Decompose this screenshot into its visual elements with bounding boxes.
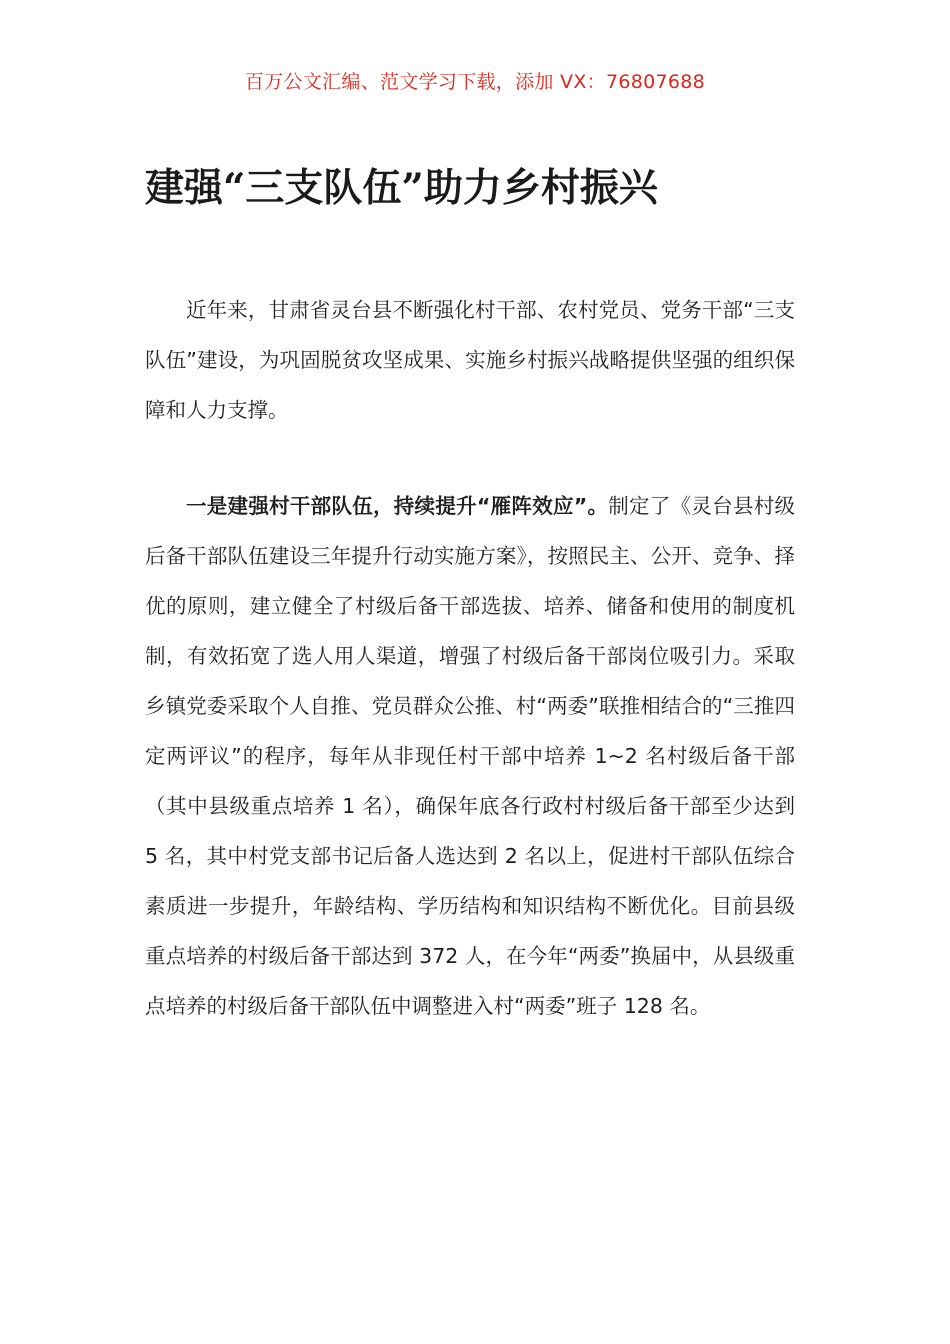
paragraph-1 xyxy=(145,285,795,435)
paragraph-2 xyxy=(145,481,795,1031)
body-paragraph-intro xyxy=(145,285,795,435)
document-title: 建强“三支队伍”助力乡村振兴 xyxy=(145,165,658,211)
header-watermark-note: 百万公文汇编、范文学习下载，添加 VX：76807688 xyxy=(244,71,706,93)
paragraph-2-lead-heading: 一是建强村干部队伍，持续提升“雁阵效应”。 xyxy=(186,494,609,518)
body-paragraph-section-1 xyxy=(145,481,795,1031)
paragraph-2-text: 制定了《灵台县村级后备干部队伍建设三年提升行动实施方案》，按照民主、公开、竞争、择优的原则，建立健全了村级后备干部选拔、培养、储备和使用的制度机制，有效拓宽了选人用人渠道，增强了村级后备干部岗位吸引力。采取乡镇党委采取个人自推、党员群众公推、村“两委”联推相结合的“三推四定两评议”的程序，每年从非现任村干部中培养 1~2 名村级后备干部（其中县级重点培养 1 名），确保年底各行政村村级后备干部至少达到 5 名，其中村党支部书记后备人选达到 2 名以上，促进村干部队伍综合素质进一步提升，年龄结构、学历结构和知识结构不断优化。目前县级重点培养的村级后备干部达到 372 人，在今年“两委”换届中，从县级重点培养的村级后备干部队伍中调整进入村“两委”班子 128 名。 xyxy=(145,494,796,1018)
paragraph-1-text: 近年来，甘肃省灵台县不断强化村干部、农村党员、党务干部“三支队伍”建设，为巩固脱贫攻坚成果、实施乡村振兴战略提供坚强的组织保障和人力支撑。 xyxy=(145,298,795,422)
